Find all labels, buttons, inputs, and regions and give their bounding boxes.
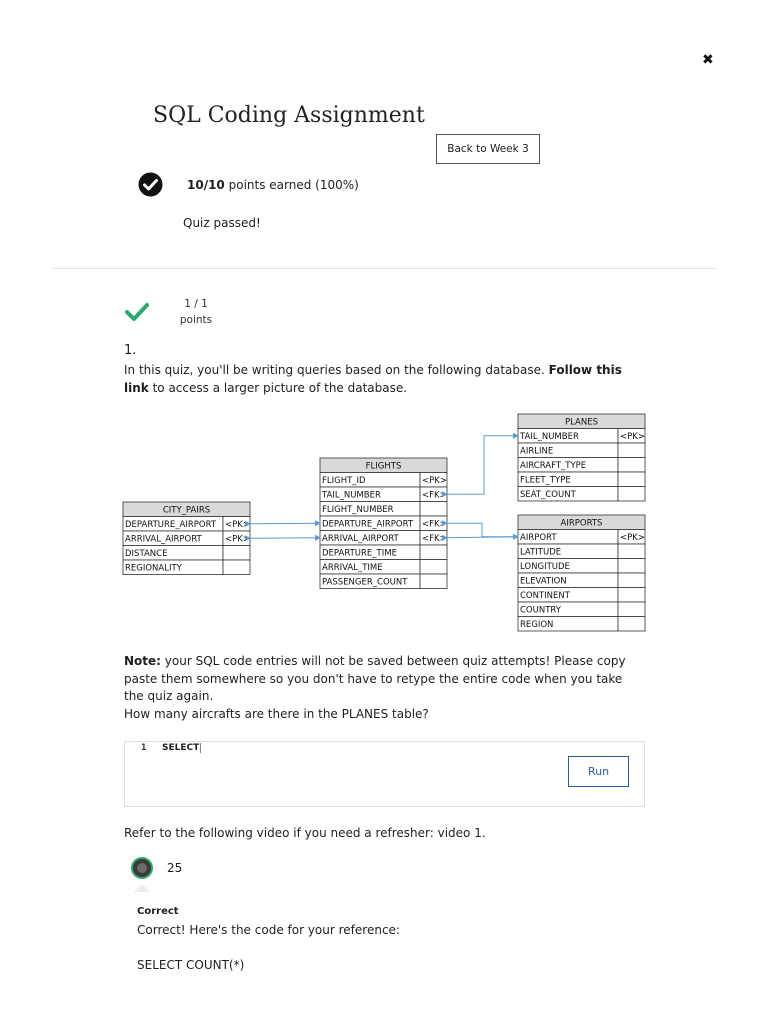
city-pairs-key-cell: [223, 560, 250, 575]
city-pairs-key-cell: [223, 546, 250, 561]
planes-field-label: FLEET_TYPE: [520, 475, 571, 486]
code-reference: SELECT COUNT(*): [137, 958, 245, 972]
planes-key-cell: [618, 443, 645, 458]
relation-arrival-citypair: [250, 538, 320, 539]
flights-key-label: <FK>: [422, 519, 447, 530]
planes-key-cell: [618, 487, 645, 502]
close-x-icon[interactable]: ✖: [702, 52, 714, 68]
planes-field-label: TAIL_NUMBER: [520, 432, 579, 442]
page-title: SQL Coding Assignment: [153, 103, 425, 128]
planes-key-cell: [618, 472, 645, 487]
city-pairs-title: CITY_PAIRS: [162, 505, 211, 516]
note-paragraph: [124, 653, 644, 706]
planes-key-label: <PK>: [620, 432, 645, 442]
database-diagram: [118, 408, 658, 636]
airports-key-cell: [618, 602, 645, 617]
green-check-icon: [124, 302, 150, 322]
flights-key-cell: [420, 545, 447, 560]
airports-key-cell: [618, 617, 645, 632]
airports-field-label: AIRPORT: [520, 533, 557, 543]
planes-key-cell: [618, 458, 645, 473]
line-number: 1: [141, 743, 147, 753]
flights-field-label: ARRIVAL_AIRPORT: [322, 534, 399, 544]
flights-field-label: TAIL_NUMBER: [322, 490, 381, 501]
feedback-text: Correct! Here's the code for your reference:: [137, 923, 400, 937]
city-pairs-field-label: DISTANCE: [125, 549, 168, 559]
planes-field-label: SEAT_COUNT: [520, 490, 576, 500]
relation-departure-airport: [447, 523, 518, 537]
airports-field-label: REGION: [520, 620, 554, 630]
radio-selected-dot: [137, 863, 147, 873]
question-prompt: How many aircrafts are there in the PLANES table?: [124, 707, 429, 721]
city-pairs-field-label: ARRIVAL_AIRPORT: [125, 534, 202, 545]
feedback-caret: [134, 884, 150, 892]
points-value: 1 / 1: [184, 298, 208, 310]
quiz-status: Quiz passed!: [183, 216, 261, 230]
note-text: your SQL code entries will not be saved between quiz attempts! Please copy paste them somewhere so you don't have to retype the entire code when you take the quiz again.: [124, 654, 626, 703]
city-pairs-field-label: DEPARTURE_AIRPORT: [125, 520, 217, 530]
airports-title: AIRPORTS: [560, 518, 603, 529]
back-to-week-button[interactable]: Back to Week 3: [436, 134, 540, 164]
check-circle-icon: [138, 172, 163, 197]
airports-key-label: <PK>: [620, 533, 645, 543]
points-label: points: [179, 314, 213, 326]
divider: [53, 268, 716, 269]
airports-key-cell: [618, 544, 645, 559]
flights-key-label: <PK>: [422, 476, 447, 486]
airports-field-label: LONGITUDE: [520, 562, 570, 572]
relation-departure-citypair: [250, 523, 320, 524]
refresher-text: Refer to the following video if you need a refresher: video 1.: [124, 826, 486, 840]
flights-field-label: ARRIVAL_TIME: [322, 563, 383, 573]
code-line[interactable]: SELECT: [162, 743, 200, 753]
flights-key-label: <FK>: [422, 490, 447, 501]
flights-field-label: PASSENGER_COUNT: [322, 577, 408, 588]
question-intro: [124, 361, 634, 397]
flights-field-label: FLIGHT_NUMBER: [322, 505, 394, 515]
flights-field-label: FLIGHT_ID: [322, 476, 366, 486]
score-points: 10/10: [187, 178, 225, 192]
relation-arrival-airport: [447, 537, 518, 538]
city-pairs-key-label: <PK>: [225, 534, 250, 545]
airports-field-label: CONTINENT: [520, 591, 570, 601]
planes-field-label: AIRLINE: [520, 446, 554, 457]
question-points: [175, 296, 217, 328]
feedback-title: Correct: [137, 906, 179, 917]
airports-field-label: ELEVATION: [520, 576, 567, 587]
airports-key-cell: [618, 573, 645, 588]
city-pairs-key-label: <PK>: [225, 520, 250, 530]
intro-end: to access a larger picture of the database.: [152, 381, 408, 395]
planes-field-label: AIRCRAFT_TYPE: [520, 461, 587, 471]
flights-key-label: <FK>: [422, 534, 447, 544]
database-link[interactable]: Follow this link: [124, 363, 622, 395]
flights-key-cell: [420, 502, 447, 517]
relation-tail-number: [447, 436, 518, 495]
score-suffix: points earned (100%): [228, 178, 359, 192]
airports-key-cell: [618, 559, 645, 574]
code-editor[interactable]: [124, 741, 645, 807]
question-number: 1.: [124, 343, 137, 358]
airports-field-label: COUNTRY: [520, 605, 561, 616]
flights-field-label: DEPARTURE_TIME: [322, 548, 397, 559]
note-label: Note:: [124, 654, 161, 668]
score-summary: [187, 178, 359, 192]
flights-key-cell: [420, 574, 447, 589]
flights-field-label: DEPARTURE_AIRPORT: [322, 519, 414, 530]
planes-title: PLANES: [565, 417, 598, 428]
airports-field-label: LATITUDE: [520, 547, 562, 558]
intro-start: In this quiz, you'll be writing queries based on the following database.: [124, 363, 545, 377]
flights-key-cell: [420, 560, 447, 575]
flights-title: FLIGHTS: [365, 461, 402, 472]
city-pairs-field-label: REGIONALITY: [125, 563, 182, 574]
run-button[interactable]: Run: [568, 756, 629, 787]
airports-key-cell: [618, 588, 645, 603]
answer-value: 25: [167, 861, 183, 875]
